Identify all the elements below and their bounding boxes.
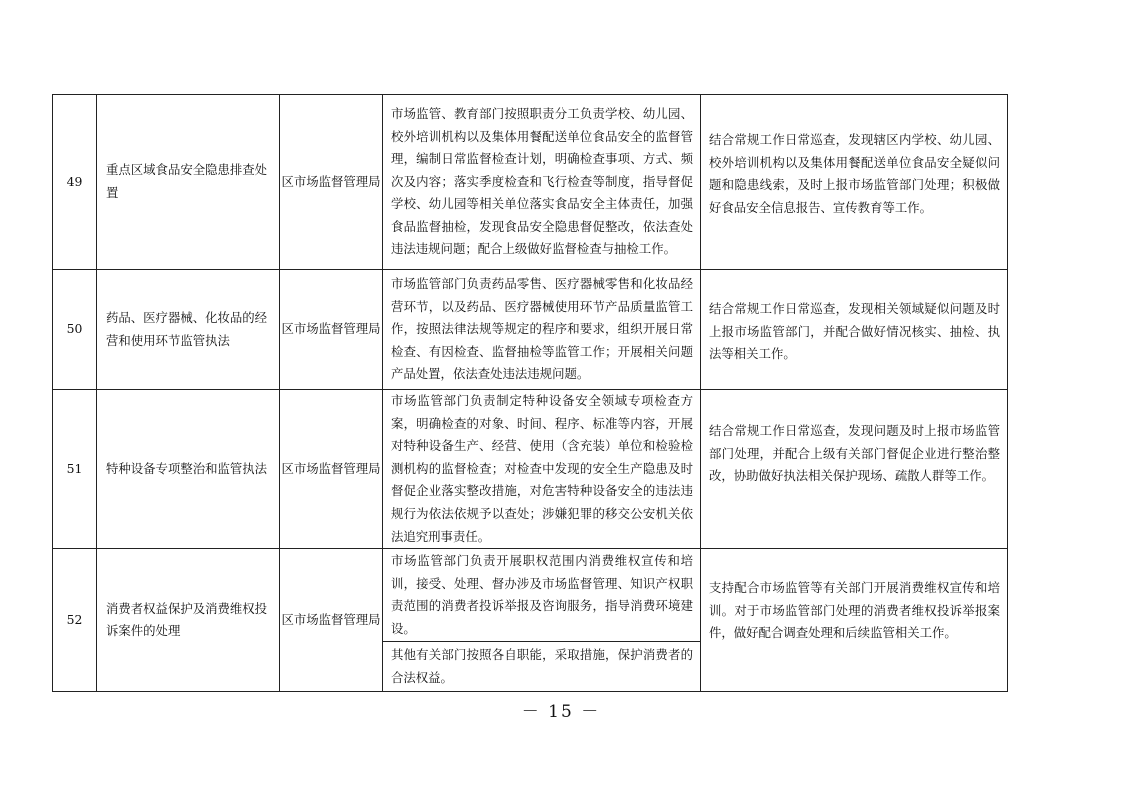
lead-department: 区市场监督管理局 [280,390,383,549]
row-number: 49 [53,95,97,270]
row-number: 51 [53,390,97,549]
main-duty-other-departments: 其他有关部门按照各自职能，采取措施，保护消费者的合法权益。 [383,642,701,692]
table-row [53,270,1008,390]
row-number: 52 [53,549,97,692]
cooperation-duty: 结合常规工作日常巡查，发现问题及时上报市场监管部门处理，并配合上级有关部门督促企业进行整治整改，协助做好执法相关保护现场、疏散人群等工作。 [701,390,1008,549]
main-duty: 市场监管部门负责开展职权范围内消费维权宣传和培训，接受、处理、督办涉及市场监督管理、知识产权职责范围的消费者投诉举报及咨询服务，指导消费环境建设。 [383,549,701,642]
table-row [53,549,1008,642]
page-number: － 15 － [521,702,601,722]
main-duty: 市场监管部门负责制定特种设备安全领域专项检查方案，明确检查的对象、时间、程序、标准等内容，开展对特种设备生产、经营、使用（含充装）单位和检验检测机构的监督检查；对检查中发现的安全生产隐患及时督促企业落实整改措施，对危害特种设备安全的违法违规行为依法依规予以查处；涉嫌犯罪的移交公安机关依法追究刑事责任。 [383,390,701,549]
lead-department: 区市场监督管理局 [280,95,383,270]
main-duty: 市场监管、教育部门按照职责分工负责学校、幼儿园、校外培训机构以及集体用餐配送单位食品安全的监督管理，编制日常监督检查计划，明确检查事项、方式、频次及内容；落实季度检查和飞行检查等制度，指导督促学校、幼儿园等相关单位落实食品安全主体责任，加强食品监督抽检，发现食品安全隐患督促整改，依法查处违法违规问题；配合上级做好监督检查与抽检工作。 [383,95,701,270]
main-duty: 市场监管部门负责药品零售、医疗器械零售和化妆品经营环节，以及药品、医疗器械使用环节产品质量监管工作，按照法律法规等规定的程序和要求，组织开展日常检查、有因检查、监督抽检等监管工作；开展相关问题产品处置，依法查处违法违规问题。 [383,270,701,390]
lead-department: 区市场监督管理局 [280,549,383,692]
item-name: 药品、医疗器械、化妆品的经营和使用环节监管执法 [97,270,280,390]
cooperation-duty: 结合常规工作日常巡查，发现辖区内学校、幼儿园、校外培训机构以及集体用餐配送单位食品安全疑似问题和隐患线索，及时上报市场监管部门处理；积极做好食品安全信息报告、宣传教育等工作。 [701,95,1008,270]
table-row [53,390,1008,549]
lead-department: 区市场监督管理局 [280,270,383,390]
item-name: 重点区域食品安全隐患排查处置 [97,95,280,270]
item-name: 消费者权益保护及消费维权投诉案件的处理 [97,549,280,692]
cooperation-duty: 结合常规工作日常巡查，发现相关领域疑似问题及时上报市场监管部门，并配合做好情况核实、抽检、执法等相关工作。 [701,270,1008,390]
row-number: 50 [53,270,97,390]
duty-list-table [52,94,1008,692]
table-row [53,95,1008,270]
item-name: 特种设备专项整治和监管执法 [97,390,280,549]
cooperation-duty: 支持配合市场监管等有关部门开展消费维权宣传和培训。对于市场监管部门处理的消费者维权投诉举报案件，做好配合调查处理和后续监管相关工作。 [701,549,1008,692]
